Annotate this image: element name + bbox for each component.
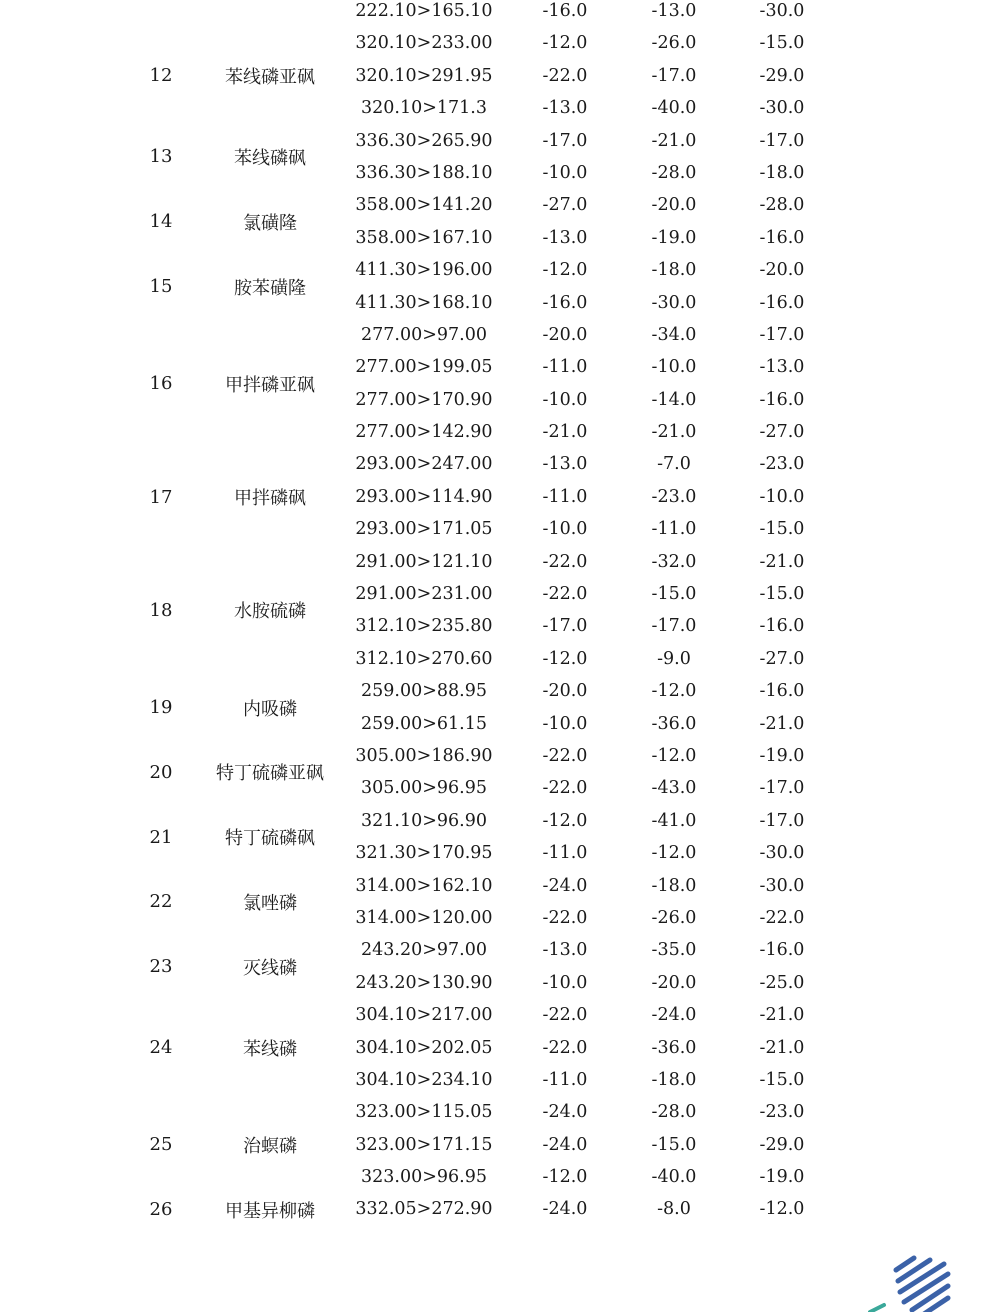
value-cell-3: -16.0 [759, 681, 805, 702]
value-cell-2: -11.0 [651, 519, 697, 540]
transition-cell: 277.00>142.90 [355, 422, 493, 443]
value-cell-3: -16.0 [759, 389, 805, 410]
value-cell-1: -20.0 [542, 681, 588, 702]
transition-cell: 312.10>235.80 [355, 616, 493, 637]
value-cell-3: -28.0 [759, 195, 805, 216]
compound-number: 16 [149, 373, 173, 395]
transition-cell: 321.10>96.90 [361, 810, 487, 831]
transition-cell: 321.30>170.95 [355, 843, 493, 864]
value-cell-2: -36.0 [651, 713, 697, 734]
compound-number [121, 0, 201, 27]
value-cell-1: -13.0 [542, 454, 588, 475]
transition-cell: 293.00>114.90 [355, 486, 493, 507]
value-cell-1: -22.0 [542, 778, 588, 799]
transition-cell: 305.00>186.90 [355, 745, 493, 766]
value-cell-3: -18.0 [759, 162, 805, 183]
value-cell-1: -10.0 [542, 389, 588, 410]
value-cell-1: -12.0 [542, 33, 588, 54]
value-cell-1: -20.0 [542, 324, 588, 345]
value-cell-3: -22.0 [759, 907, 805, 928]
transition-cell: 314.00>120.00 [355, 907, 493, 928]
transition-cell: 323.00>171.15 [355, 1134, 493, 1155]
value-cell-3: -23.0 [759, 454, 805, 475]
transition-cell: 259.00>61.15 [361, 713, 487, 734]
value-cell-1: -12.0 [542, 1167, 588, 1188]
value-cell-2: -26.0 [651, 907, 697, 928]
value-cell-2: -40.0 [651, 98, 697, 119]
value-cell-3: -13.0 [759, 357, 805, 378]
transition-cell: 243.20>130.90 [355, 972, 493, 993]
compound-group [0, 1096, 997, 1193]
value-cell-3: -17.0 [759, 324, 805, 345]
compound-group [0, 254, 997, 319]
transition-cell: 411.30>196.00 [355, 260, 493, 281]
compound-group [0, 740, 997, 805]
transition-cell: 222.10>165.10 [355, 1, 493, 21]
value-cell-1: -11.0 [542, 1069, 588, 1090]
value-cell-2: -21.0 [651, 130, 697, 151]
value-cell-3: -21.0 [759, 1005, 805, 1026]
compound-number: 12 [149, 65, 173, 87]
compound-group [0, 448, 997, 545]
compound-group [0, 934, 997, 999]
compound-group [0, 189, 997, 254]
value-cell-2: -20.0 [651, 195, 697, 216]
value-cell-1: -16.0 [542, 292, 588, 313]
value-cell-2: -43.0 [651, 778, 697, 799]
value-cell-3: -15.0 [759, 584, 805, 605]
value-cell-2: -23.0 [651, 486, 697, 507]
value-cell-3: -29.0 [759, 65, 805, 86]
value-cell-2: -35.0 [651, 940, 697, 961]
value-cell-2: -12.0 [651, 843, 697, 864]
value-cell-1: -13.0 [542, 940, 588, 961]
compound-number: 23 [149, 956, 173, 978]
transition-cell: 323.00>115.05 [355, 1102, 493, 1123]
compound-number: 15 [149, 276, 173, 298]
value-cell-3: -10.0 [759, 486, 805, 507]
value-cell-3: -29.0 [759, 1134, 805, 1155]
transition-cell: 358.00>167.10 [355, 227, 493, 248]
compound-name: 水胺硫磷 [234, 601, 306, 623]
value-cell-3: -20.0 [759, 260, 805, 281]
transition-cell: 293.00>247.00 [355, 454, 493, 475]
compound-number: 26 [149, 1199, 173, 1221]
value-cell-1: -10.0 [542, 519, 588, 540]
value-cell-2: -32.0 [651, 551, 697, 572]
value-cell-2: -34.0 [651, 324, 697, 345]
transition-cell: 277.00>97.00 [361, 324, 487, 345]
value-cell-2: -18.0 [651, 875, 697, 896]
value-cell-3: -21.0 [759, 1037, 805, 1058]
compound-number: 22 [149, 891, 173, 913]
value-cell-2: -15.0 [651, 584, 697, 605]
value-cell-2: -19.0 [651, 227, 697, 248]
value-cell-1: -10.0 [542, 162, 588, 183]
compound-name: 氯唑磷 [243, 892, 297, 914]
compound-number: 19 [149, 697, 173, 719]
value-cell-3: -15.0 [759, 33, 805, 54]
value-cell-1: -22.0 [542, 65, 588, 86]
compound-number: 25 [149, 1134, 173, 1156]
transition-cell: 304.10>202.05 [355, 1037, 493, 1058]
value-cell-1: -12.0 [542, 648, 588, 669]
value-cell-3: -17.0 [759, 130, 805, 151]
value-cell-3: -17.0 [759, 778, 805, 799]
value-cell-3: -16.0 [759, 940, 805, 961]
compound-group [0, 870, 997, 935]
value-cell-2: -20.0 [651, 972, 697, 993]
value-cell-1: -16.0 [542, 1, 588, 21]
transition-cell: 323.00>96.95 [361, 1167, 487, 1188]
value-cell-3: -23.0 [759, 1102, 805, 1123]
compound-group [0, 999, 997, 1096]
compound-name: 甲基异柳磷 [225, 1200, 315, 1222]
value-cell-3: -30.0 [759, 843, 805, 864]
transition-cell: 336.30>188.10 [355, 162, 493, 183]
value-cell-2: -24.0 [651, 1005, 697, 1026]
value-cell-2: -7.0 [657, 454, 691, 475]
value-cell-1: -21.0 [542, 422, 588, 443]
compound-group [0, 319, 997, 449]
compound-name: 内吸磷 [243, 698, 297, 720]
transition-cell: 320.10>171.3 [361, 98, 487, 119]
compound-name: 灭线磷 [243, 957, 297, 979]
value-cell-1: -27.0 [542, 195, 588, 216]
value-cell-3: -30.0 [759, 1, 805, 21]
value-cell-2: -13.0 [651, 1, 697, 21]
value-cell-2: -17.0 [651, 65, 697, 86]
compound-group [0, 0, 997, 27]
value-cell-2: -12.0 [651, 681, 697, 702]
value-cell-1: -11.0 [542, 357, 588, 378]
value-cell-3: -25.0 [759, 972, 805, 993]
compound-name: 苯线磷砜 [234, 147, 306, 169]
transition-cell: 277.00>199.05 [355, 357, 493, 378]
compound-name: 特丁硫磷砜 [225, 828, 315, 850]
transition-cell: 332.05>272.90 [355, 1199, 493, 1220]
value-cell-3: -16.0 [759, 227, 805, 248]
value-cell-3: -15.0 [759, 519, 805, 540]
compound-number: 20 [149, 761, 173, 783]
value-cell-2: -40.0 [651, 1167, 697, 1188]
value-cell-3: -19.0 [759, 1167, 805, 1188]
value-cell-2: -21.0 [651, 422, 697, 443]
value-cell-2: -30.0 [651, 292, 697, 313]
value-cell-1: -22.0 [542, 584, 588, 605]
compound-group [0, 675, 997, 740]
value-cell-1: -10.0 [542, 713, 588, 734]
compound-name: 甲拌磷砜 [234, 488, 306, 510]
compound-name: 苯线磷 [243, 1038, 297, 1060]
value-cell-1: -10.0 [542, 972, 588, 993]
value-cell-1: -11.0 [542, 486, 588, 507]
value-cell-2: -26.0 [651, 33, 697, 54]
value-cell-3: -16.0 [759, 292, 805, 313]
value-cell-1: -22.0 [542, 551, 588, 572]
compound-number: 21 [149, 826, 173, 848]
transition-cell: 304.10>217.00 [355, 1005, 493, 1026]
value-cell-3: -30.0 [759, 875, 805, 896]
value-cell-2: -9.0 [657, 648, 691, 669]
compound-group [0, 546, 997, 676]
transition-cell: 312.10>270.60 [355, 648, 493, 669]
value-cell-1: -12.0 [542, 260, 588, 281]
value-cell-3: -30.0 [759, 98, 805, 119]
value-cell-2: -28.0 [651, 1102, 697, 1123]
value-cell-1: -22.0 [542, 907, 588, 928]
value-cell-2: -28.0 [651, 162, 697, 183]
transition-cell: 291.00>121.10 [355, 551, 493, 572]
value-cell-3: -21.0 [759, 713, 805, 734]
compound-group [0, 1193, 997, 1225]
compound-name: 甲拌磷亚砜 [225, 374, 315, 396]
value-cell-1: -12.0 [542, 810, 588, 831]
value-cell-3: -27.0 [759, 422, 805, 443]
value-cell-1: -22.0 [542, 745, 588, 766]
value-cell-2: -18.0 [651, 260, 697, 281]
transition-cell: 259.00>88.95 [361, 681, 487, 702]
compound-number: 18 [149, 599, 173, 621]
transition-cell: 358.00>141.20 [355, 195, 493, 216]
transition-cell: 304.10>234.10 [355, 1069, 493, 1090]
compound-group [0, 125, 997, 190]
transition-cell: 314.00>162.10 [355, 875, 493, 896]
transition-cell: 305.00>96.95 [361, 778, 487, 799]
value-cell-1: -11.0 [542, 843, 588, 864]
compound-name: 氯磺隆 [243, 212, 297, 234]
transition-cell: 293.00>171.05 [355, 519, 493, 540]
value-cell-1: -24.0 [542, 1134, 588, 1155]
value-cell-2: -36.0 [651, 1037, 697, 1058]
compound-name: 治螟磷 [243, 1135, 297, 1157]
transition-cell: 320.10>233.00 [355, 33, 493, 54]
value-cell-2: -14.0 [651, 389, 697, 410]
value-cell-3: -21.0 [759, 551, 805, 572]
value-cell-2: -18.0 [651, 1069, 697, 1090]
value-cell-2: -41.0 [651, 810, 697, 831]
transition-cell: 320.10>291.95 [355, 65, 493, 86]
value-cell-2: -12.0 [651, 745, 697, 766]
compound-name: 胺苯磺隆 [234, 277, 306, 299]
value-cell-1: -22.0 [542, 1005, 588, 1026]
compound-group [0, 805, 997, 870]
transition-cell: 291.00>231.00 [355, 584, 493, 605]
compound-name: 特丁硫磷亚砜 [216, 763, 324, 785]
value-cell-1: -17.0 [542, 616, 588, 637]
value-cell-2: -10.0 [651, 357, 697, 378]
value-cell-2: -17.0 [651, 616, 697, 637]
compound-name [190, 0, 350, 27]
value-cell-1: -22.0 [542, 1037, 588, 1058]
value-cell-3: -16.0 [759, 616, 805, 637]
transition-cell: 411.30>168.10 [355, 292, 493, 313]
value-cell-1: -13.0 [542, 227, 588, 248]
transition-cell: 336.30>265.90 [355, 130, 493, 151]
value-cell-1: -24.0 [542, 875, 588, 896]
transition-cell: 243.20>97.00 [361, 940, 487, 961]
value-cell-1: -24.0 [542, 1102, 588, 1123]
value-cell-1: -13.0 [542, 98, 588, 119]
compound-number: 13 [149, 146, 173, 168]
value-cell-3: -17.0 [759, 810, 805, 831]
value-cell-3: -15.0 [759, 1069, 805, 1090]
compound-number: 24 [149, 1037, 173, 1059]
compound-number: 17 [149, 486, 173, 508]
corner-logo [868, 1250, 958, 1312]
compound-name: 苯线磷亚砜 [225, 66, 315, 88]
value-cell-3: -27.0 [759, 648, 805, 669]
striped-corner-logo-icon [868, 1250, 958, 1312]
transition-cell: 277.00>170.90 [355, 389, 493, 410]
value-cell-1: -17.0 [542, 130, 588, 151]
compound-number: 14 [149, 211, 173, 233]
value-cell-3: -19.0 [759, 745, 805, 766]
value-cell-2: -8.0 [657, 1199, 691, 1220]
compound-group [0, 27, 997, 124]
value-cell-1: -24.0 [542, 1199, 588, 1220]
value-cell-3: -12.0 [759, 1199, 805, 1220]
value-cell-2: -15.0 [651, 1134, 697, 1155]
